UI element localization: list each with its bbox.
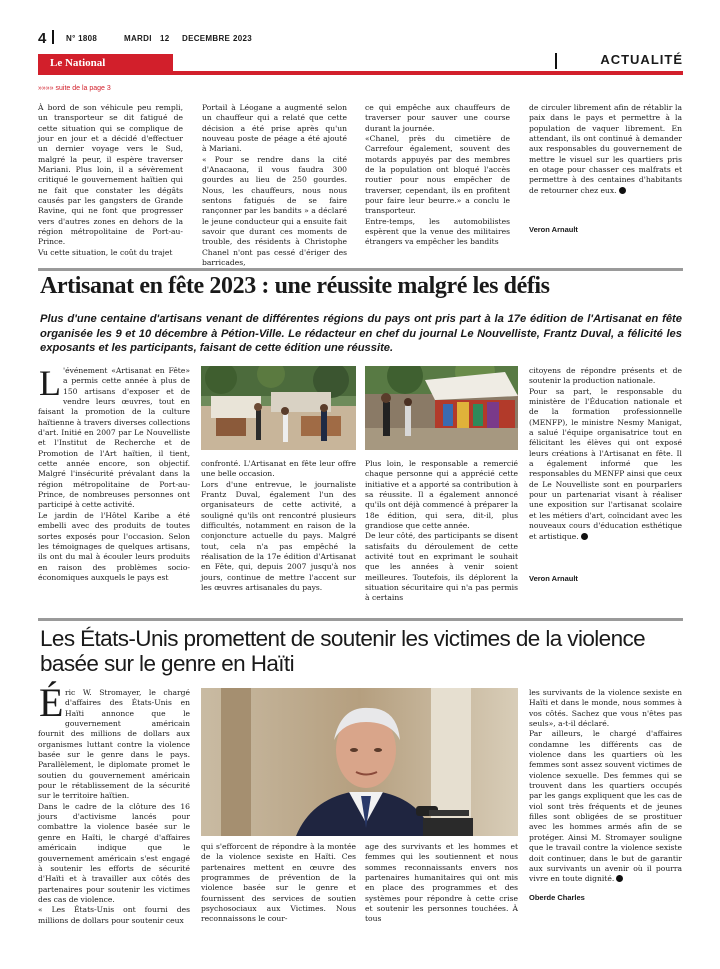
article1-signature: Veron Arnault [529, 225, 578, 234]
end-mark-icon [581, 533, 588, 540]
article2-col1 [38, 363, 190, 583]
article-separator-2 [38, 618, 683, 621]
section-divider [555, 53, 557, 69]
article2-lead: Plus d'une centaine d'artisans venant de différentes régions du pays ont pris part à la 17e édition de l'Artisanat en fête organisée les 9 et 10 décembre à Pétion-Ville. Le rédacteur en chef du journal Le Nouvelliste, Frantz Duval, a félicité les exposants et les participants, faisant de cette édition une réussite. [40, 313, 682, 354]
section-title: ACTUALITÉ [600, 52, 683, 67]
article2-col3: Plus loin, le responsable a remercié chaque personne qui a apprécié cette initiative et a apporté sa contribution à sa réussite. Il a également annoncé qu'ils ont déjà commencé à préparer la 18e édition, qui sera, dit-il, plus grandiose que cette année. De leur côté, des participants se disent satisfaits du déroulement de cette activité tout en exprimant le souhait que les années à venir soient meilleures. Toutefois, ils déplorent la situation sécuritaire qui n'a pas permis à certains [365, 459, 518, 603]
article3-title: Les États-Unis promettent de soutenir les victimes de la violence basée sur le genre en Haïti [40, 626, 646, 676]
article3-signature: Oberde Charles [529, 893, 585, 902]
article2-col2: confronté. L'Artisanat en fête leur offre une belle occasion. Lors d'une entrevue, le journaliste Frantz Duval, également l'un des organisateurs de cette activité, a souligné qu'ils ont rencontré plusieurs difficultés, notamment en raison de la conjoncture actuelle du pays. Malgré tout, cela n'a pas empêché la réalisation de la 17e édition d'Artisanat en Fête, qui, depuis 2007 jusqu'à nos jours, continue de mettre l'accent sur les œuvres artisanales du pays. [201, 459, 356, 593]
date-year: 2023 [233, 34, 252, 43]
article1-col4-text: de circuler librement afin de rétablir la paix dans le pays et permettre à la population de vaquer librement. En attendant, ils ont continué à demander aux responsables du gouvernement de mettre le visuel sur les quartiers pris en otage pour chasser ces malfrats et permettre à des centaines d'habitants de retourner chez eux. [529, 103, 682, 195]
article2-col4-text: citoyens de répondre présents et de soutenir la production nationale. Pour sa part, le responsable du ministère de l'Éducation nationale et de la formation professionnelle (MENFP), le ministre Nesmy Manigat, a salué l'équipe organisatrice tout en félicitant les élèves qui ont exposé leurs créations à l'Artisanat en fête. Il a également informé que les responsables du MENFP ainsi que ceux de Le Nouvelliste sont en pourparlers pour un partenariat visant à réaliser une exposition sur l'artisanat scolaire et les métiers d'art, coïncidant avec les nouveaux cours d'éducation esthétique et artistique. [529, 366, 682, 541]
article3-col4-text: les survivants de la violence sexiste en Haïti et dans le monde, nous sommes à vos côtés. Sachez que vous n'êtes pas seuls», a-t-il déclaré. Par ailleurs, le chargé d'affaires condamne les différents cas de violence dans les quartiers où les femmes sont assez souvent victimes de violence sexuelle. Des femmes qui se trouvent dans les quartiers occupés par les gangs expliquent que les cas de viol sont très fréquents et de jeunes filles sont obligées de se prostituer avec les hommes armés afin de se protéger. Ainsi M. Stromayer souligne que le travail contre la violence sexiste doit continuer, dans le but de garantir aux survivants un avenir où il pourra vivre en toute dignité. [529, 688, 682, 884]
article3-col3: age des survivants et les hommes et femmes qui les soutiennent et nous sommes reconnaissants envers nos partenaires humanitaires qui ont mis en place des programmes et des systèmes pour répondre à cette crise et soutenir les personnes touchées. À tous [365, 842, 518, 924]
article1-col2: Portail à Léogane a augmenté selon un chauffeur qui a relaté que cette décision a été prise après qu'un nouveau poste de péage a été ajouté à Mariani. « Pour se rendre dans la cité d'Anacaona, il vous faudra 300 gourdes au lieu de 250 gourdes. Nous, les chauffeurs, nous nous sentons fatigués de se faire rançonner par les bandits » a déclaré le jeune conducteur qui a ensuite fait savoir que durant ces moments de trouble, des résidents à Christophe Chanel n'ont pas cessé d'ériger des barricades, [202, 103, 347, 268]
article2-signature: Veron Arnault [529, 574, 578, 583]
article2-col1-rest: Le jardin de l'Hôtel Karibe a été embelli avec des produits de toutes sortes exposés pour l'occasion. Selon les témoignages de quelques artisans, ils ont du mal à écouler leurs produits en raison des problèmes socio-économiques auxquels le pays est [38, 510, 190, 582]
artisanat-photo-1 [201, 366, 356, 450]
article3-col4 [529, 688, 682, 885]
date-day: MARDI [124, 34, 152, 43]
article2-col1-lead: 'événement «Artisanat en Fête» a permis cette année à plus de 150 artisans d'exposer et de vendre leurs œuvres, tout en faisant la promotion de la culture haïtienne à travers diverses collections d'art. Initié en 2007 par Le Nouvelliste et l'Institut de Recherche et de Promotion de l'Art haïtien, il tient, cette année encore, son objectif. Malgré l'insécurité prévalant dans la région métropolitaine de Port-au-Prince, de nombreuses personnes ont participé à cette activité. [38, 366, 190, 510]
page-number: 4 [38, 30, 47, 47]
continued-from: »»»» suite de la page 3 [38, 85, 111, 92]
article2-title: Artisanat en fête 2023 : une réussite malgré les défis [40, 273, 550, 299]
end-mark-icon [616, 875, 623, 882]
article3-col1-rest: Dans le cadre de la clôture des 16 jours d'activisme lancés pour combattre la violence basée sur le genre en Haïti, le chargé d'affaires américain indique que le gouvernement américain s'est engagé à soutenir les efforts de sécurité d'Haïti et à travailler aux côtés des partenaires pour soutenir les victimes des cas de violence. « Les États-Unis ont fourni des millions de dollars pour soutenir ceux [38, 801, 190, 925]
article-separator [38, 268, 683, 271]
article2-col4 [529, 366, 682, 542]
article2-dropcap: L [39, 363, 61, 403]
article1-col1: À bord de son véhicule peu rempli, un transporteur se dit fatigué de cette situation qui se complique de jour en jour et a décidé d'effectuer un dernier voyage vers le Sud, malgré la peur, il espère traverser Mariani. Plus loin, il a sévèrement critiqué le gouvernement haïtien qui ne fait que constater les dégâts causés par les gangsters de Grande Ravine, qui ne font que progresser vers d'autres zones en dehors de la région métropolitaine de Port-au-Prince. Vu cette situation, le coût du trajet [38, 103, 183, 257]
article3-dropcap: É [39, 680, 64, 725]
header-rule [38, 71, 683, 75]
issue-number: N° 1808 [66, 34, 98, 43]
end-mark-icon [619, 187, 626, 194]
date-month: DECEMBRE [182, 34, 231, 43]
article1-col4 [529, 103, 682, 196]
header-divider [52, 30, 54, 44]
date-number: 12 [160, 34, 170, 43]
article3-col2: qui s'efforcent de répondre à la montée de la violence sexiste en Haïti. Ces partenaires mettent en œuvre des programmes de prévention de la violence basée sur le genre et fournissent des services de soutien psychosociaux aux Victimes. Nous reconnaissons le cour- [201, 842, 356, 924]
article3-col1 [38, 680, 190, 926]
article1-col3: ce qui empêche aux chauffeurs de traverser pour sauver une course durant la journée. «Chanel, près du cimetière de Carrefour également, souvent des motards appuyés par des membres de la population ont bloqué l'accès routier pour nous empêcher de traverser, cependant, ils en profitent pour faire leur beurre.» a conclu le transporteur. Entre-temps, les automobilistes espèrent que la venue des militaires étrangers va empêcher les bandits [365, 103, 510, 247]
stromayer-photo [201, 688, 518, 836]
artisanat-photo-2 [365, 366, 518, 450]
article3-col1-lead: ric W. Stromayer, le chargé d'affaires des États-Unis en Haïti annonce que le gouvernement américain fournit des millions de dollars aux organismes luttant contre la violence basée sur le genre dans le pays. Parallèlement, le diplomate promet le soutien du gouvernement américain pour le rétablissement de la sécurité sur le territoire haïtien. [38, 688, 190, 801]
newspaper-brand: Le National [38, 54, 173, 72]
